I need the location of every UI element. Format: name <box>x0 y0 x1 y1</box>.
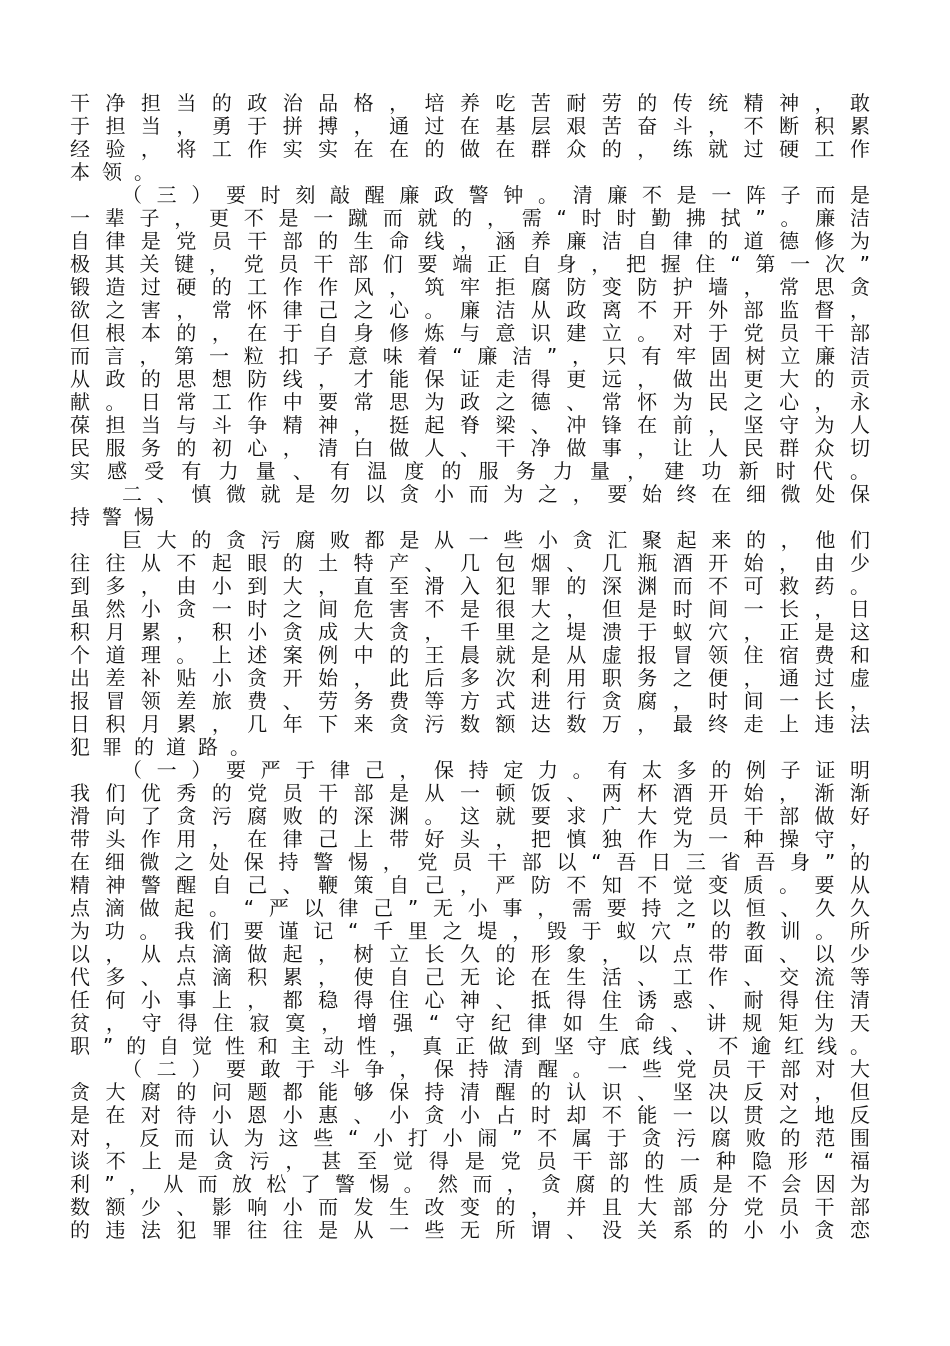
text-line: 而言，第一粒扣子意味着“廉洁”，只有牢固树立廉洁 <box>70 345 870 368</box>
text-line: 数额少、影响小而发生改变的，并且大部分党员干部 <box>70 1196 870 1219</box>
text-line: 虽然小贪一时之间危害不是很大，但是时间一长，日 <box>70 598 870 621</box>
text-line: 利”，从而放松了警惕。然而，贪腐的性质是不会因为 <box>70 1173 870 1196</box>
text-line: 本领。 <box>70 161 166 184</box>
text-line: （二）要敢于斗争，保持清醒。一些党员干部对大 <box>122 1058 870 1081</box>
text-line: 为功。我们要谨记“千里之堤，毁于蚁穴”的教训。所 <box>70 920 870 943</box>
text-line: 在细微之处保持警惕，党员干部以“吾日三省吾身”的 <box>70 851 870 874</box>
text-line: 滑向了贪污腐败的深渊。这就要求广大党员干部做好 <box>70 805 870 828</box>
text-line: 对，反而认为这些“小打小闹”不属于贪污腐败的范围 <box>70 1127 870 1150</box>
text-line: 极其关键，党员干部们要端正自身，把握住“第一次” <box>70 253 870 276</box>
text-line: 是在对待小恩小惠、小贪小占时却不能一以贯之地反 <box>70 1104 870 1127</box>
text-line: 欲之害，常怀律己之心。廉洁从政离不开外部监督， <box>70 299 870 322</box>
text-line: 二、慎微就是勿以贪小而为之，要始终在细微处保 <box>122 483 870 506</box>
text-line: （三）要时刻敲醒廉政警钟。清廉不是一阵子而是 <box>122 184 870 207</box>
text-line: 犯罪的道路。 <box>70 736 262 759</box>
text-line: 谈不上是贪污，甚至觉得是党员干部的一种隐形“福 <box>70 1150 870 1173</box>
text-line: 日积月累，几年下来贪污数额达数万，最终走上违法 <box>70 713 870 736</box>
text-line: 积月累，积小贪成大贪，千里之堤溃于蚁穴，正是这 <box>70 621 870 644</box>
text-line: 从政的思想防线，才能保证走得更远，做出更大的贡 <box>70 368 870 391</box>
text-line: 职”的自觉性和主动性，真正做到坚守底线、不逾红线。 <box>70 1035 870 1058</box>
text-line: 实感受有力量、有温度的服务力量，建功新时代。 <box>70 460 870 483</box>
text-line: （一）要严于律己，保持定力。有太多的例子证明 <box>122 759 870 782</box>
text-line: 锻造过硬的工作作风，筑牢拒腐防变防护墙，常思贪 <box>70 276 870 299</box>
text-line: 出差补贴小贪开始，此后多次利用职务之便，通过虚 <box>70 667 870 690</box>
text-line: 一辈子，更不是一蹴而就的，需“时时勤拂拭”。廉洁 <box>70 207 870 230</box>
text-line: 报冒领差旅费、劳务费等方式进行贪腐，时间一长， <box>70 690 870 713</box>
text-line: 我们优秀的党员干部是从一顿饭、两杯酒开始，渐渐 <box>70 782 870 805</box>
text-line: 的违法犯罪往往是从一些无所谓、没关系的小小贪恋 <box>70 1219 870 1242</box>
text-line: 贫，守得住寂寞，增强“守纪律如生命、讲规矩为天 <box>70 1012 870 1035</box>
text-line: 献。日常工作中要常思为政之德、常怀为民之心，永 <box>70 391 870 414</box>
text-line: 民服务的初心，清白做人、干净做事，让人民群众切 <box>70 437 870 460</box>
text-line: 任何小事上，都稳得住心神、抵得住诱惑、耐得住清 <box>70 989 870 1012</box>
text-line: 于担当，勇于拼搏，通过在基层艰苦奋斗，不断积累 <box>70 115 870 138</box>
text-line: 持警惕 <box>70 506 166 529</box>
text-line: 代多、点滴积累，使自己无论在生活、工作、交流等 <box>70 966 870 989</box>
text-line: 往往从不起眼的土特产、几包烟、几瓶酒开始，由少 <box>70 552 870 575</box>
text-line: 到多，由小到大，直至滑入犯罪的深渊而不可救药。 <box>70 575 870 598</box>
document-body <box>70 92 870 1242</box>
text-line: 带头作用，在律己上带好头，把慎独作为一种操守， <box>70 828 870 851</box>
text-line: 葆担当与斗争精神，挺起脊梁、冲锋在前，坚守为人 <box>70 414 870 437</box>
text-line: 干净担当的政治品格，培养吃苦耐劳的传统精神，敢 <box>70 92 870 115</box>
text-line: 贪大腐的问题都能够保持清醒的认识、坚决反对，但 <box>70 1081 870 1104</box>
text-line: 经验，将工作实实在在的做在群众的，练就过硬工作 <box>70 138 870 161</box>
text-line: 巨大的贪污腐败都是从一些小贪汇聚起来的，他们 <box>122 529 870 552</box>
text-line: 自律是党员干部的生命线，涵养廉洁自律的道德修为 <box>70 230 870 253</box>
text-line: 精神警醒自己、鞭策自己，严防不知不觉变质。要从 <box>70 874 870 897</box>
text-line: 个道理。上述案例中的王晨就是从虚报冒领住宿费和 <box>70 644 870 667</box>
text-line: 点滴做起。“严以律己”无小事，需要持之以恒、久久 <box>70 897 870 920</box>
text-line: 但根本的，在于自身修炼与意识建立。对于党员干部 <box>70 322 870 345</box>
text-line: 以，从点滴做起，树立长久的形象，以点带面、以少 <box>70 943 870 966</box>
